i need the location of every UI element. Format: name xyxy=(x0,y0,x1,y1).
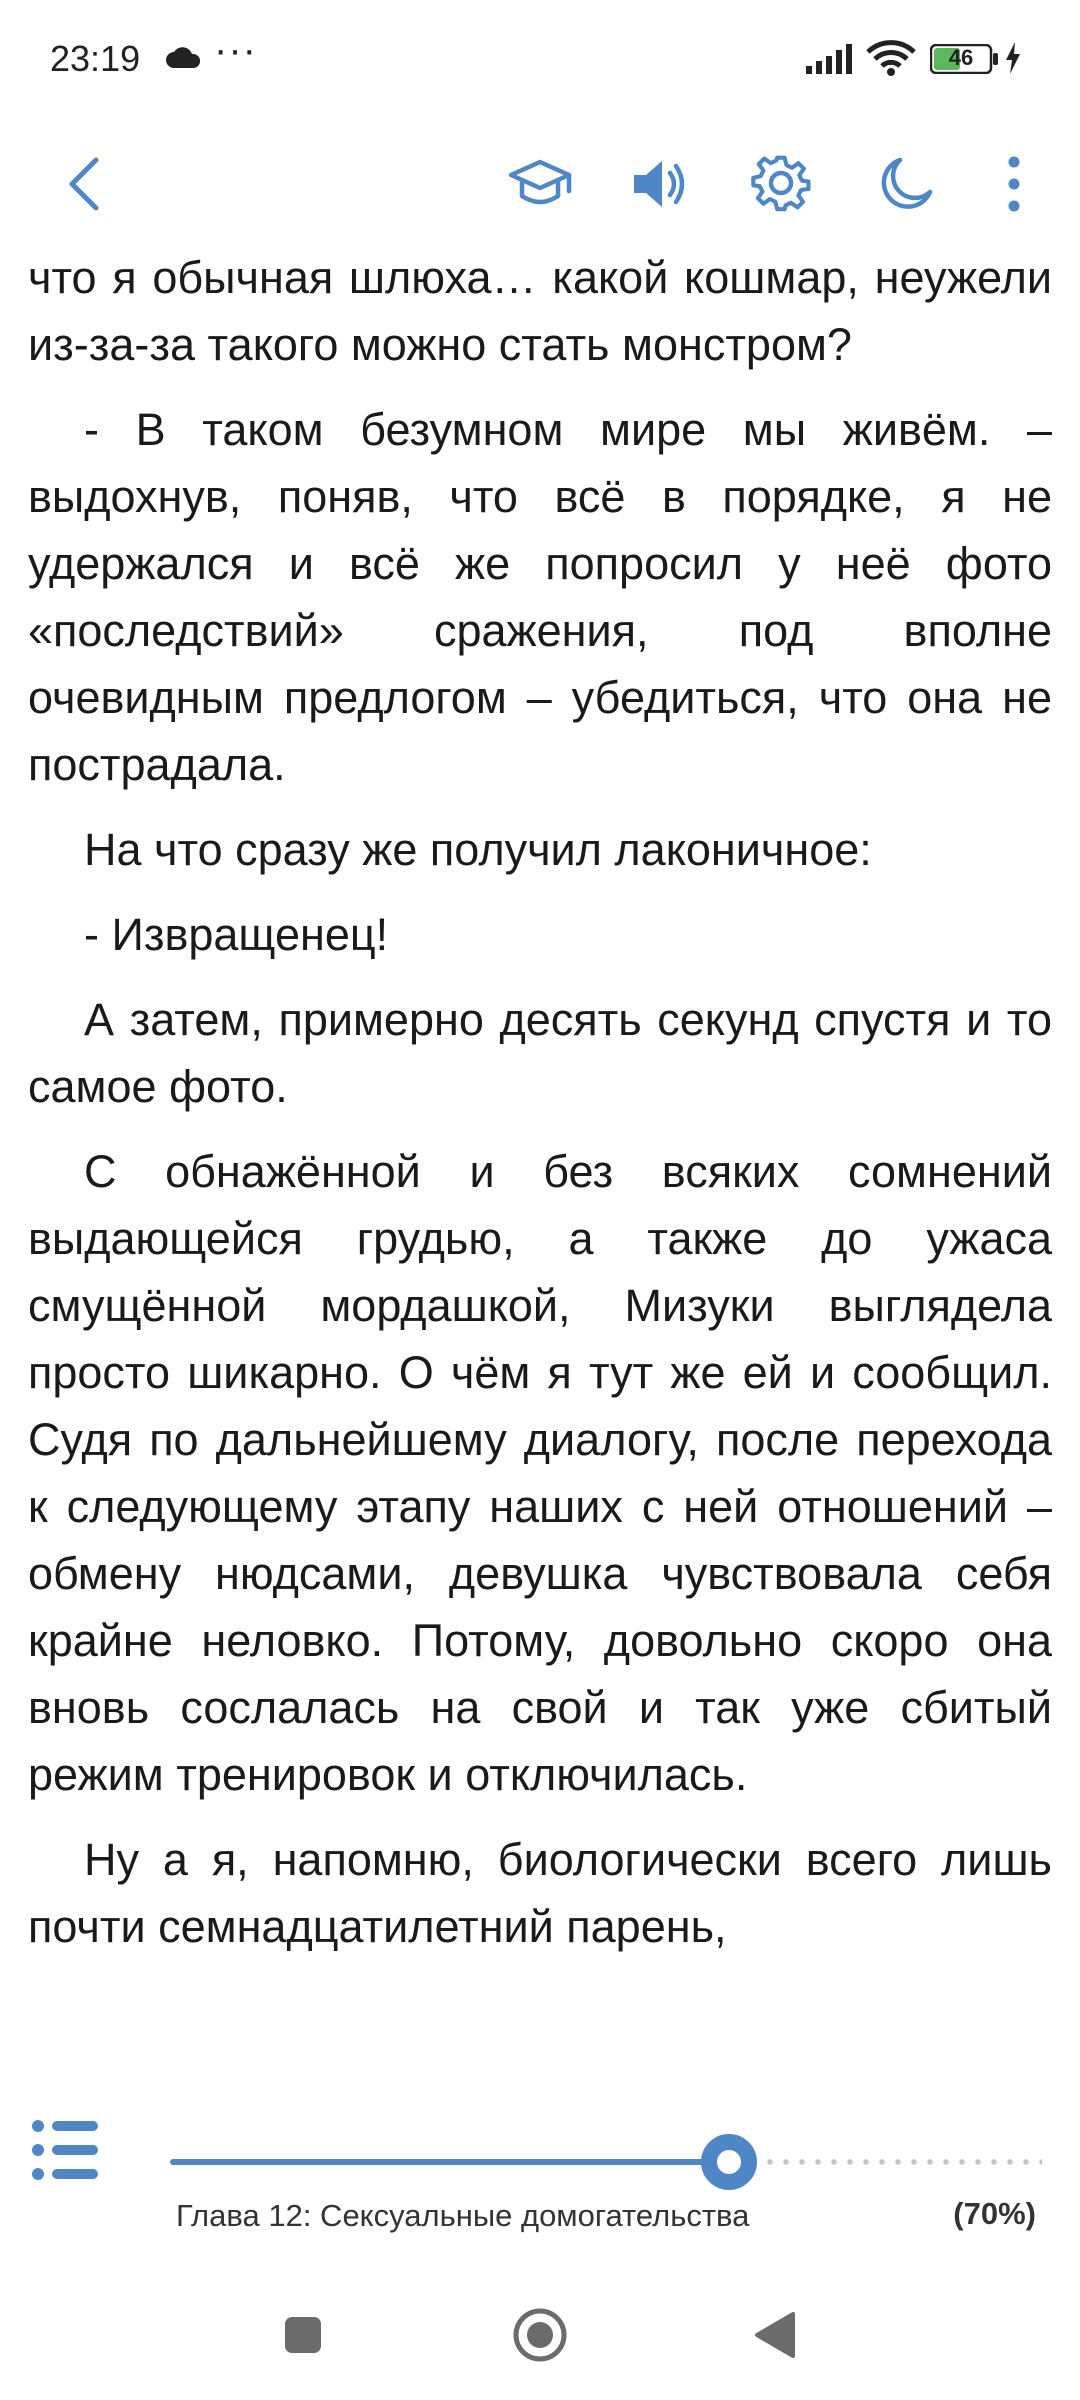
gear-icon[interactable] xyxy=(741,144,821,224)
paragraph: А затем, примерно десять секунд спустя и то самое фото. xyxy=(28,994,1052,1112)
table-of-contents-icon[interactable] xyxy=(30,2118,102,2187)
status-time: 23:19 xyxy=(50,38,141,79)
back-icon[interactable] xyxy=(730,2290,820,2380)
reader-content[interactable] xyxy=(28,244,1052,2084)
home-icon[interactable] xyxy=(495,2290,585,2380)
cloud-icon xyxy=(164,46,202,75)
chapter-title: Глава 12: Сексуальные домогательства xyxy=(176,2198,750,2233)
progress-slider-fill xyxy=(170,2159,729,2165)
graduation-cap-icon[interactable] xyxy=(500,144,580,224)
paragraph: что я обычная шлюха… какой кошмар, неужели из-за-за такого можно стать монстром? xyxy=(28,252,1052,370)
wifi-icon xyxy=(866,40,916,81)
paragraph: Ну а я, напомню, биологически всего лишь почти семнадцатилетний парень, xyxy=(28,1834,1052,1952)
recent-apps-icon[interactable] xyxy=(258,2290,348,2380)
reader-toolbar xyxy=(0,120,1080,248)
charging-icon xyxy=(1004,42,1022,79)
back-arrow-icon[interactable] xyxy=(44,144,124,224)
moon-icon[interactable] xyxy=(866,144,946,224)
more-vertical-icon[interactable] xyxy=(974,144,1054,224)
paragraph: - В таком безумном мире мы живём. – выдохнув, поняв, что всё в порядке, я не удержался и всё же попросил у неё фото «последствий» сражения, под вполне очевидным предлогом – убедиться, что она не пострадала. xyxy=(28,404,1052,790)
speaker-icon[interactable] xyxy=(620,144,700,224)
paragraph: С обнажённой и без всяких сомнений выдающейся грудью, а также до ужаса смущённой мордашкой, Мизуки выглядела просто шикарно. О чём я тут же ей и сообщил. Судя по дальнейшему диалогу, после перехода к следующему этапу наших с ней отношений – обмену нюдсами, девушка чувствовала себя крайне неловко. Потому, довольно скоро она вновь сослалась на свой и так уже сбитый режим тренировок и отключилась. xyxy=(28,1146,1052,1800)
reading-progress-panel xyxy=(0,2096,1080,2246)
system-navigation-bar xyxy=(0,2270,1080,2400)
progress-slider-track[interactable] xyxy=(170,2159,1042,2165)
progress-percent: (70%) xyxy=(953,2196,1036,2231)
paragraph: На что сразу же получил лаконичное: xyxy=(84,824,872,875)
progress-slider-thumb[interactable] xyxy=(701,2134,757,2190)
signal-icon xyxy=(806,44,856,79)
paragraph: - Извращенец! xyxy=(84,909,389,960)
battery-level: 46 xyxy=(948,45,974,70)
status-bar xyxy=(0,0,1080,120)
notification-dots: ··· xyxy=(214,28,257,72)
